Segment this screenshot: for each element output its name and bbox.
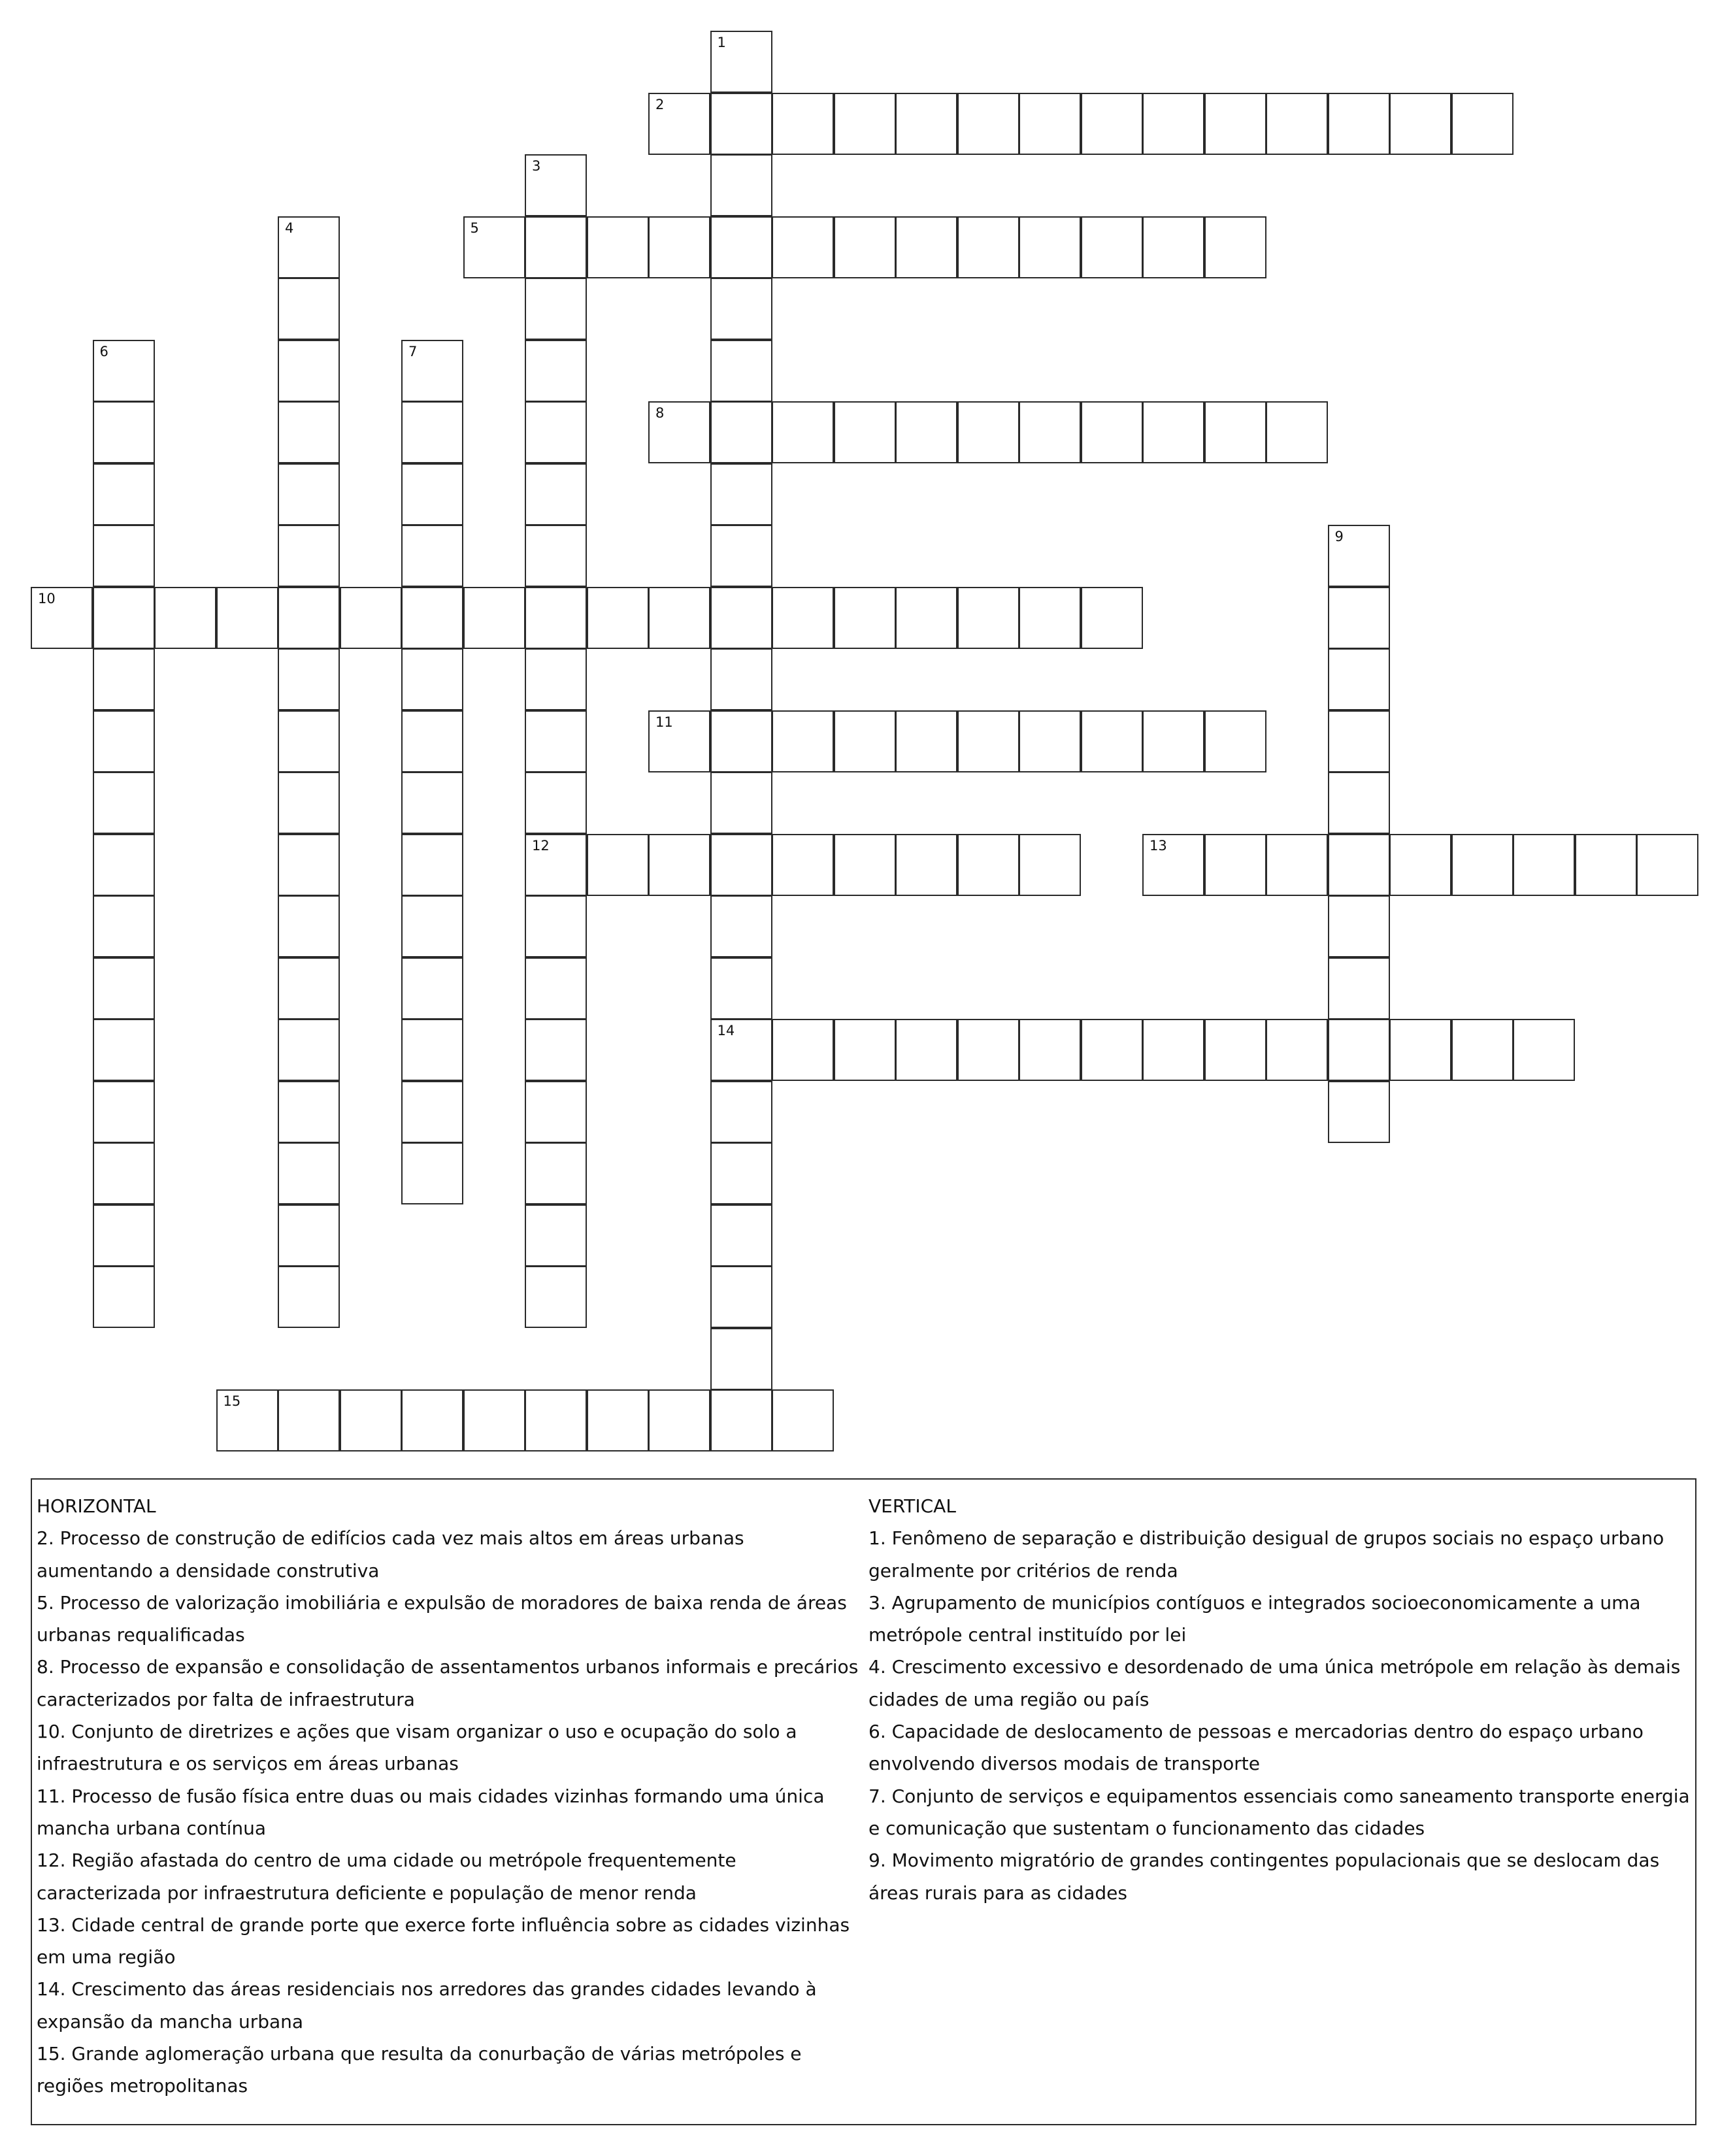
grid-cell[interactable]	[1081, 401, 1143, 463]
grid-cell[interactable]	[278, 463, 340, 525]
grid-cell[interactable]	[710, 340, 772, 402]
grid-cell[interactable]	[772, 93, 834, 155]
grid-cell-start-12[interactable]	[525, 834, 587, 896]
grid-cell[interactable]	[1019, 1019, 1081, 1081]
grid-cell[interactable]	[401, 1081, 463, 1143]
grid-cell[interactable]	[772, 710, 834, 772]
clue-number-label: 10	[38, 590, 56, 606]
clue-horizontal-11: 11. Processo de fusão física entre duas ou mais cidades vizinhas formando uma única mancha urbana contínua	[37, 1785, 825, 1839]
grid-cell[interactable]	[525, 772, 587, 834]
grid-cell[interactable]	[710, 1081, 772, 1143]
grid-cell[interactable]	[895, 834, 957, 896]
grid-cell[interactable]	[401, 1019, 463, 1081]
grid-cell[interactable]	[1513, 1019, 1575, 1081]
clue-horizontal-8: 8. Processo de expansão e consolidação de assentamentos urbanos informais e precários caracterizados por falta de infraestrutura	[37, 1656, 859, 1710]
grid-cell[interactable]	[710, 154, 772, 216]
grid-cell[interactable]	[401, 957, 463, 1020]
clue-number-label: 14	[717, 1023, 735, 1038]
grid-cell[interactable]	[710, 834, 772, 896]
grid-cell[interactable]	[1204, 216, 1266, 278]
grid-cell-start-6[interactable]	[93, 340, 155, 402]
clues-box	[31, 1478, 1696, 2125]
vertical-heading: VERTICAL	[868, 1495, 956, 1517]
grid-cell-start-14[interactable]	[710, 1019, 772, 1081]
grid-cell-start-11[interactable]	[648, 710, 710, 772]
grid-cell[interactable]	[525, 648, 587, 710]
clue-vertical-9: 9. Movimento migratório de grandes contingentes populacionais que se deslocam das áreas rurais para as cidades	[868, 1849, 1660, 1904]
grid-cell[interactable]	[648, 834, 710, 896]
grid-cell[interactable]	[278, 340, 340, 402]
grid-cell[interactable]	[1019, 401, 1081, 463]
grid-cell-start-7[interactable]	[401, 340, 463, 402]
grid-cell[interactable]	[340, 1389, 402, 1451]
grid-cell[interactable]	[1328, 772, 1390, 834]
grid-cell[interactable]	[710, 525, 772, 587]
grid-cell[interactable]	[648, 1389, 710, 1451]
grid-cell[interactable]	[895, 401, 957, 463]
grid-cell[interactable]	[1266, 401, 1328, 463]
grid-cell[interactable]	[1451, 93, 1513, 155]
grid-cell[interactable]	[1266, 93, 1328, 155]
grid-cell[interactable]	[710, 1142, 772, 1204]
grid-cell-start-13[interactable]	[1142, 834, 1204, 896]
grid-cell[interactable]	[93, 587, 155, 649]
grid-cell[interactable]	[525, 216, 587, 278]
grid-cell[interactable]	[525, 1389, 587, 1451]
grid-cell[interactable]	[710, 93, 772, 155]
grid-cell[interactable]	[278, 401, 340, 463]
grid-cell[interactable]	[1081, 587, 1143, 649]
grid-cell[interactable]	[1266, 1019, 1328, 1081]
grid-cell[interactable]	[93, 401, 155, 463]
grid-cell[interactable]	[525, 401, 587, 463]
grid-cell[interactable]	[401, 525, 463, 587]
grid-cell[interactable]	[957, 401, 1019, 463]
grid-cell[interactable]	[1389, 93, 1451, 155]
clue-horizontal-5: 5. Processo de valorização imobiliária e expulsão de moradores de baixa renda de áreas urbanas requalificadas	[37, 1591, 847, 1646]
clue-number-label: 13	[1149, 837, 1167, 854]
grid-cell[interactable]	[525, 1266, 587, 1328]
grid-cell[interactable]	[1328, 834, 1390, 896]
grid-cell[interactable]	[772, 1389, 834, 1451]
grid-cell[interactable]	[957, 93, 1019, 155]
grid-cell[interactable]	[93, 1081, 155, 1143]
grid-cell[interactable]	[278, 895, 340, 957]
grid-cell[interactable]	[93, 1142, 155, 1204]
grid-cell[interactable]	[525, 895, 587, 957]
grid-cell[interactable]	[1019, 216, 1081, 278]
grid-cell[interactable]	[216, 587, 278, 649]
grid-cell[interactable]	[525, 1081, 587, 1143]
grid-cell[interactable]	[834, 587, 896, 649]
grid-cell[interactable]	[1328, 895, 1390, 957]
grid-cell[interactable]	[1204, 834, 1266, 896]
grid-cell[interactable]	[587, 834, 649, 896]
grid-cell[interactable]	[834, 401, 896, 463]
grid-cell[interactable]	[772, 401, 834, 463]
clue-number-label: 6	[99, 343, 108, 359]
grid-cell-start-1[interactable]	[710, 31, 772, 93]
grid-cell[interactable]	[93, 1019, 155, 1081]
grid-cell[interactable]	[1575, 834, 1637, 896]
grid-cell[interactable]	[1142, 401, 1204, 463]
grid-cell[interactable]	[1019, 93, 1081, 155]
grid-cell[interactable]	[154, 587, 216, 649]
grid-cell-start-8[interactable]	[648, 401, 710, 463]
grid-cell[interactable]	[1142, 1019, 1204, 1081]
grid-cell[interactable]	[1204, 93, 1266, 155]
grid-cell[interactable]	[957, 834, 1019, 896]
grid-cell[interactable]	[1142, 710, 1204, 772]
grid-cell[interactable]	[710, 1266, 772, 1328]
grid-cell[interactable]	[710, 401, 772, 463]
grid-cell[interactable]	[278, 1019, 340, 1081]
grid-cell[interactable]	[834, 93, 896, 155]
clue-number-label: 9	[1334, 529, 1344, 544]
grid-cell[interactable]	[525, 463, 587, 525]
grid-cell[interactable]	[463, 1389, 525, 1451]
grid-cell[interactable]	[648, 216, 710, 278]
grid-cell[interactable]	[525, 710, 587, 772]
clue-number-label: 12	[532, 837, 550, 854]
grid-cell-start-4[interactable]	[278, 216, 340, 278]
grid-cell[interactable]	[93, 710, 155, 772]
grid-cell[interactable]	[1636, 834, 1698, 896]
grid-cell[interactable]	[278, 834, 340, 896]
grid-cell[interactable]	[710, 772, 772, 834]
grid-cell[interactable]	[1019, 587, 1081, 649]
grid-cell[interactable]	[895, 587, 957, 649]
grid-cell[interactable]	[1328, 648, 1390, 710]
horizontal-heading: HORIZONTAL	[37, 1495, 156, 1517]
grid-cell[interactable]	[401, 895, 463, 957]
clue-vertical-3: 3. Agrupamento de municípios contíguos e integrados socioeconomicamente a uma metrópole central instituído por lei	[868, 1591, 1641, 1646]
grid-cell[interactable]	[525, 587, 587, 649]
clue-number-label: 11	[655, 714, 673, 730]
grid-cell[interactable]	[525, 340, 587, 402]
grid-cell[interactable]	[1019, 710, 1081, 772]
grid-cell[interactable]	[93, 525, 155, 587]
grid-cell[interactable]	[710, 895, 772, 957]
clue-horizontal-10: 10. Conjunto de diretrizes e ações que visam organizar o uso e ocupação do solo a infraestrutura e os serviços em áreas urbanas	[37, 1721, 797, 1775]
grid-cell[interactable]	[710, 463, 772, 525]
grid-cell[interactable]	[1513, 834, 1575, 896]
grid-cell[interactable]	[710, 1328, 772, 1390]
grid-cell[interactable]	[340, 587, 402, 649]
clue-horizontal-15: 15. Grande aglomeração urbana que resulta da conurbação de várias metrópoles e regiões metropolitanas	[37, 2043, 802, 2097]
horizontal-clues	[37, 1490, 861, 2102]
grid-cell[interactable]	[895, 93, 957, 155]
grid-cell[interactable]	[710, 216, 772, 278]
grid-cell[interactable]	[1328, 710, 1390, 772]
grid-cell[interactable]	[278, 1266, 340, 1328]
grid-cell[interactable]	[93, 957, 155, 1020]
grid-cell-start-5[interactable]	[463, 216, 525, 278]
grid-cell-start-9[interactable]	[1328, 525, 1390, 587]
grid-cell[interactable]	[1451, 834, 1513, 896]
grid-cell[interactable]	[278, 1389, 340, 1451]
grid-cell-start-3[interactable]	[525, 154, 587, 216]
clue-number-label: 7	[408, 343, 418, 359]
grid-cell[interactable]	[525, 278, 587, 340]
grid-cell[interactable]	[278, 278, 340, 340]
clue-horizontal-14: 14. Crescimento das áreas residenciais nos arredores das grandes cidades levando à expansão da mancha urbana	[37, 1978, 817, 2032]
clue-horizontal-13: 13. Cidade central de grande porte que exerce forte influência sobre as cidades vizinhas em uma região	[37, 1914, 850, 1968]
grid-cell[interactable]	[957, 1019, 1019, 1081]
grid-cell-start-2[interactable]	[648, 93, 710, 155]
grid-cell[interactable]	[710, 648, 772, 710]
grid-cell[interactable]	[710, 587, 772, 649]
grid-cell[interactable]	[401, 401, 463, 463]
grid-cell[interactable]	[957, 216, 1019, 278]
grid-cell[interactable]	[1142, 216, 1204, 278]
grid-cell[interactable]	[648, 587, 710, 649]
grid-cell[interactable]	[463, 587, 525, 649]
grid-cell[interactable]	[895, 1019, 957, 1081]
grid-cell[interactable]	[401, 648, 463, 710]
grid-cell[interactable]	[278, 525, 340, 587]
grid-cell[interactable]	[710, 278, 772, 340]
grid-cell[interactable]	[93, 648, 155, 710]
grid-cell[interactable]	[1204, 710, 1266, 772]
grid-cell[interactable]	[93, 834, 155, 896]
grid-cell[interactable]	[1328, 587, 1390, 649]
grid-cell[interactable]	[401, 772, 463, 834]
clue-number-label: 4	[285, 220, 294, 236]
grid-cell[interactable]	[401, 587, 463, 649]
grid-cell[interactable]	[278, 587, 340, 649]
grid-cell[interactable]	[957, 587, 1019, 649]
clue-vertical-6: 6. Capacidade de deslocamento de pessoas e mercadorias dentro do espaço urbano envolvendo diversos modais de transporte	[868, 1721, 1644, 1775]
clue-number-label: 2	[655, 96, 665, 112]
grid-cell[interactable]	[401, 463, 463, 525]
grid-cell[interactable]	[710, 957, 772, 1020]
grid-cell[interactable]	[278, 957, 340, 1020]
grid-cell[interactable]	[401, 1142, 463, 1204]
clue-number-label: 8	[655, 405, 665, 421]
grid-cell[interactable]	[1081, 710, 1143, 772]
grid-cell[interactable]	[895, 216, 957, 278]
clue-vertical-4: 4. Crescimento excessivo e desordenado de uma única metrópole em relação às demais cidades de uma região ou país	[868, 1656, 1681, 1710]
clue-number-label: 1	[717, 35, 726, 50]
grid-cell[interactable]	[93, 772, 155, 834]
grid-cell[interactable]	[93, 463, 155, 525]
grid-cell[interactable]	[278, 772, 340, 834]
grid-cell[interactable]	[1266, 834, 1328, 896]
clue-vertical-1: 1. Fenômeno de separação e distribuição desigual de grupos sociais no espaço urbano geralmente por critérios de renda	[868, 1527, 1664, 1582]
grid-cell[interactable]	[1389, 1019, 1451, 1081]
grid-cell[interactable]	[834, 710, 896, 772]
grid-cell[interactable]	[278, 1142, 340, 1204]
grid-cell[interactable]	[834, 834, 896, 896]
grid-cell[interactable]	[710, 1204, 772, 1267]
grid-cell[interactable]	[834, 216, 896, 278]
grid-cell[interactable]	[587, 216, 649, 278]
grid-cell[interactable]	[834, 1019, 896, 1081]
grid-cell[interactable]	[525, 1204, 587, 1267]
grid-cell[interactable]	[278, 1081, 340, 1143]
grid-cell[interactable]	[401, 1389, 463, 1451]
grid-cell[interactable]	[1328, 957, 1390, 1020]
grid-cell[interactable]	[587, 587, 649, 649]
grid-cell[interactable]	[1451, 1019, 1513, 1081]
grid-cell[interactable]	[278, 1204, 340, 1267]
grid-cell[interactable]	[710, 1389, 772, 1451]
grid-cell[interactable]	[1328, 1019, 1390, 1081]
grid-cell[interactable]	[587, 1389, 649, 1451]
grid-cell[interactable]	[895, 710, 957, 772]
grid-cell[interactable]	[93, 1204, 155, 1267]
grid-cell[interactable]	[525, 525, 587, 587]
grid-cell[interactable]	[525, 1142, 587, 1204]
grid-cell-start-10[interactable]	[31, 587, 93, 649]
clue-horizontal-2: 2. Processo de construção de edifícios cada vez mais altos em áreas urbanas aumentando a densidade construtiva	[37, 1527, 744, 1582]
grid-cell[interactable]	[1081, 216, 1143, 278]
clue-number-label: 15	[223, 1393, 241, 1409]
grid-cell[interactable]	[525, 1019, 587, 1081]
grid-cell[interactable]	[1142, 93, 1204, 155]
clue-horizontal-12: 12. Região afastada do centro de uma cidade ou metrópole frequentemente caracterizada por infraestrutura deficiente e população de menor renda	[37, 1849, 736, 1904]
grid-cell[interactable]	[772, 216, 834, 278]
grid-cell[interactable]	[772, 587, 834, 649]
grid-cell[interactable]	[1204, 1019, 1266, 1081]
grid-cell[interactable]	[772, 1019, 834, 1081]
grid-cell[interactable]	[93, 895, 155, 957]
grid-cell[interactable]	[1328, 93, 1390, 155]
grid-cell[interactable]	[525, 957, 587, 1020]
grid-cell[interactable]	[278, 710, 340, 772]
clue-number-label: 5	[470, 220, 479, 236]
grid-cell[interactable]	[93, 1266, 155, 1328]
grid-cell[interactable]	[401, 834, 463, 896]
grid-cell[interactable]	[278, 648, 340, 710]
grid-cell[interactable]	[710, 710, 772, 772]
grid-cell[interactable]	[957, 710, 1019, 772]
grid-cell[interactable]	[1019, 834, 1081, 896]
grid-cell[interactable]	[1328, 1081, 1390, 1143]
grid-cell[interactable]	[401, 710, 463, 772]
grid-cell-start-15[interactable]	[216, 1389, 278, 1451]
grid-cell[interactable]	[1081, 93, 1143, 155]
clue-number-label: 3	[532, 158, 541, 174]
grid-cell[interactable]	[1081, 1019, 1143, 1081]
grid-cell[interactable]	[1204, 401, 1266, 463]
clue-vertical-7: 7. Conjunto de serviços e equipamentos essenciais como saneamento transporte energia e comunicação que sustentam o funcionamento das cidades	[868, 1785, 1690, 1839]
grid-cell[interactable]	[772, 834, 834, 896]
vertical-clues	[868, 1490, 1693, 1909]
grid-cell[interactable]	[1389, 834, 1451, 896]
